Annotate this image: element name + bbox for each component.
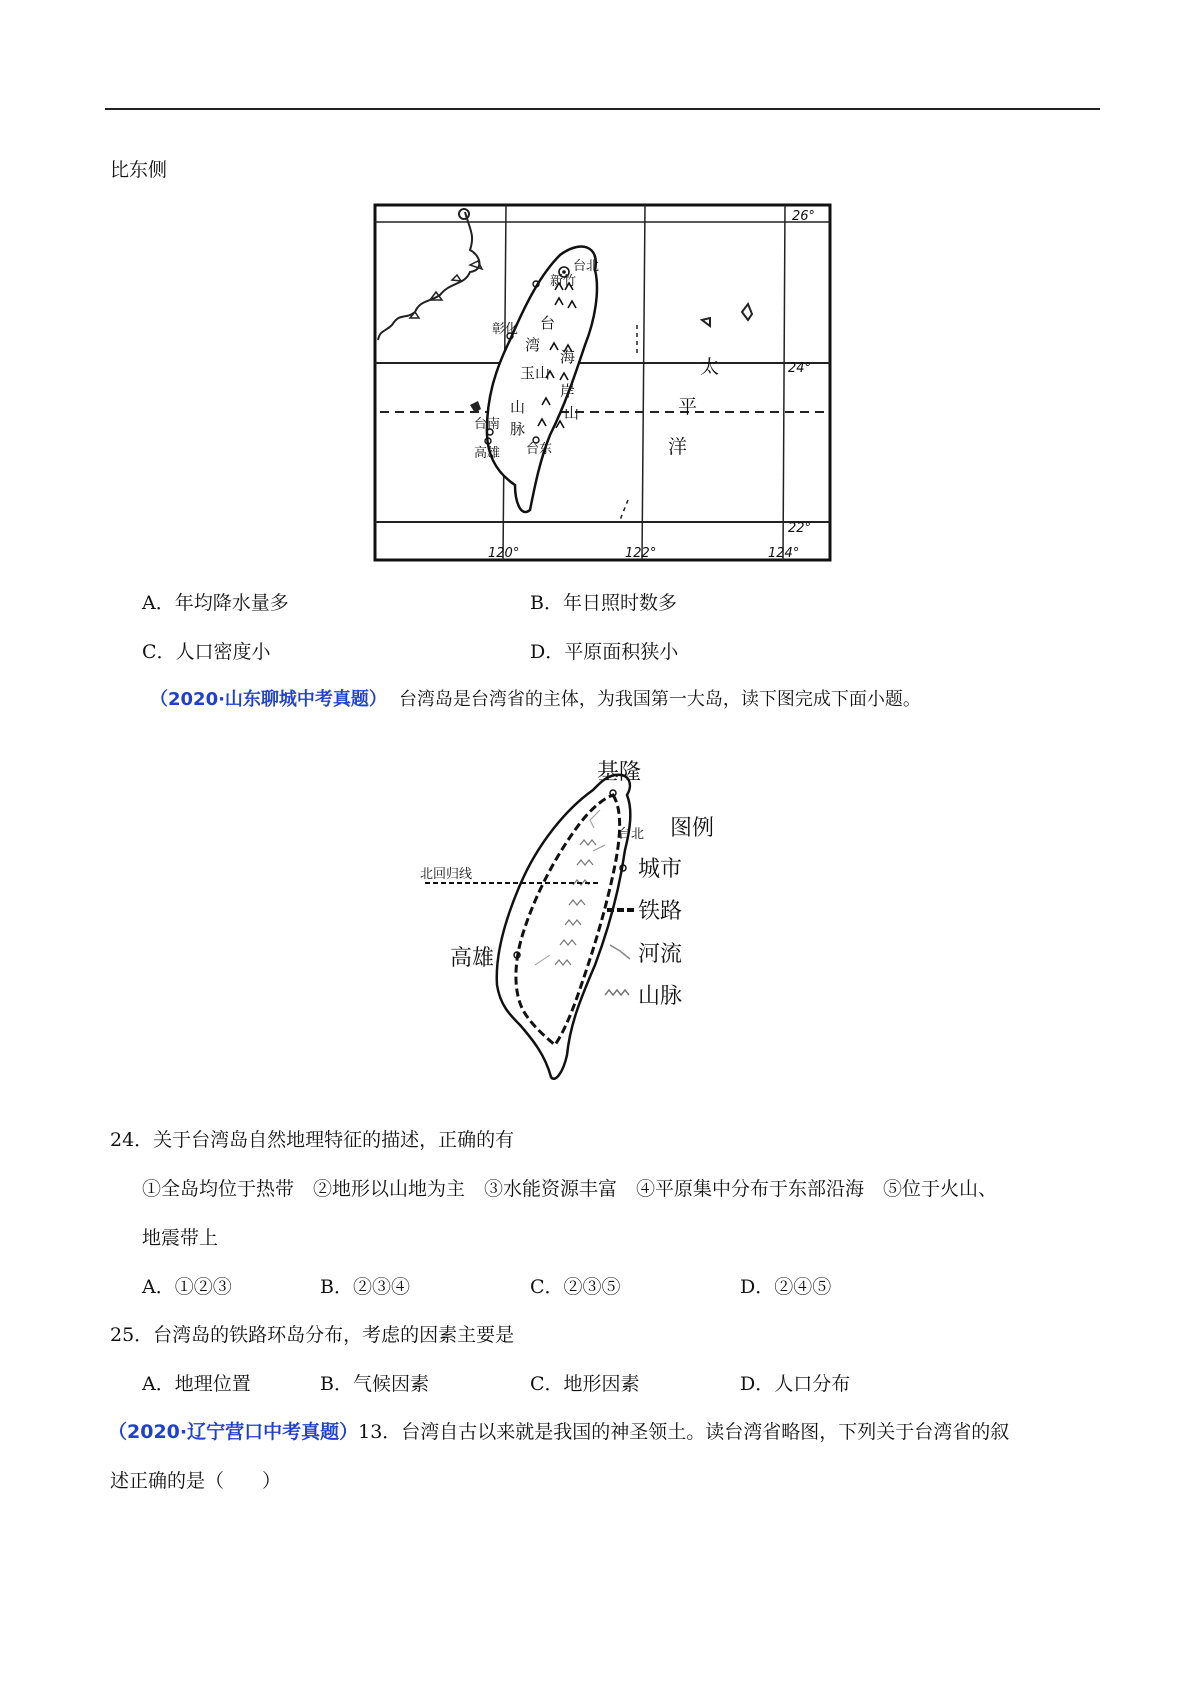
- continuation-text: 比东侧: [110, 159, 168, 181]
- q24-option-c[interactable]: C．②③⑤: [530, 1276, 621, 1298]
- legend-railway: 铁路: [638, 899, 683, 924]
- tropic-label: 北回归线: [420, 867, 473, 882]
- option-d[interactable]: D．平原面积狭小: [530, 641, 679, 663]
- ocean-label-3: 洋: [668, 436, 688, 458]
- city-label-gaoxiong: 高雄: [474, 446, 501, 461]
- q25-stem: 25．台湾岛的铁路环岛分布，考虑的因素主要是: [110, 1324, 515, 1346]
- header-rule: [105, 108, 1100, 110]
- city-label-xinzhu: 新竹: [550, 274, 577, 289]
- mountain-label-2: 湾: [525, 336, 541, 354]
- q25-option-c[interactable]: C．地形因素: [530, 1373, 640, 1395]
- city-label-taibei-2: 台北: [618, 827, 645, 842]
- legend-river: 河流: [638, 942, 683, 967]
- mountain-label-5: 海: [560, 348, 576, 366]
- taiwan-railway-map: [420, 755, 755, 1099]
- lon-label-122: 122°: [625, 546, 657, 561]
- city-label-taibei: 台北: [573, 259, 600, 274]
- lat-label-26: 26°: [792, 209, 816, 224]
- q24-option-a[interactable]: A．①②③: [142, 1276, 232, 1298]
- legend-mountain: 山脉: [638, 984, 683, 1009]
- q13-line2: 述正确的是（ ）: [110, 1470, 282, 1492]
- q24-items-line1: ①全岛均位于热带 ②地形以山地为主 ③水能资源丰富 ④平原集中分布于东部沿海 ⑤位于火山、: [142, 1178, 998, 1200]
- q13-line1: （2020·辽宁营口中考真题）13．台湾自古以来就是我国的神圣领土。读台湾省略图，下列关于台湾省的叙: [108, 1421, 1010, 1443]
- mountain-label-6: 岸: [560, 382, 576, 400]
- city-label-tainan: 台南: [474, 417, 501, 432]
- mountain-label-1: 台: [540, 314, 556, 332]
- q24-items-line2: 地震带上: [142, 1227, 219, 1249]
- ocean-label-2: 平: [678, 396, 698, 418]
- q25-option-d[interactable]: D．人口分布: [740, 1373, 851, 1395]
- option-c[interactable]: C．人口密度小: [142, 641, 271, 663]
- lat-label-24: 24°: [788, 361, 812, 376]
- ocean-label-1: 太: [700, 356, 720, 378]
- legend-title: 图例: [670, 816, 715, 841]
- city-label-zhanghua: 彰化: [492, 322, 519, 337]
- q24-option-b[interactable]: B．②③④: [320, 1276, 410, 1298]
- option-b[interactable]: B．年日照时数多: [530, 592, 677, 614]
- taiwan-grid-map: [370, 200, 840, 574]
- legend-city: 城市: [638, 857, 683, 882]
- mountain-label-3: 山: [510, 398, 526, 416]
- city-label-jilong: 基隆: [597, 760, 642, 785]
- lon-label-124: 124°: [768, 546, 800, 561]
- source-tag-yingkou: （2020·辽宁营口中考真题）: [108, 1421, 359, 1443]
- q25-option-b[interactable]: B．气候因素: [320, 1373, 429, 1395]
- intro-liaocheng: （2020·山东聊城中考真题） 台湾岛是台湾省的主体，为我国第一大岛，读下图完成下面小题。: [150, 689, 921, 710]
- mountain-label-7: 山: [564, 404, 580, 422]
- q24-stem: 24．关于台湾岛自然地理特征的描述，正确的有: [110, 1129, 515, 1151]
- mountain-label-yushan: 玉山: [520, 364, 551, 382]
- city-label-gaoxiong-2: 高雄: [450, 946, 495, 971]
- option-a[interactable]: A．年均降水量多: [142, 592, 289, 614]
- q24-option-d[interactable]: D．②④⑤: [740, 1276, 832, 1298]
- city-label-taidong: 台东: [526, 442, 553, 457]
- lat-label-22: 22°: [788, 521, 812, 536]
- lon-label-120: 120°: [488, 546, 520, 561]
- source-tag: （2020·山东聊城中考真题）: [150, 689, 387, 710]
- q25-option-a[interactable]: A．地理位置: [142, 1373, 251, 1395]
- mountain-label-4: 脉: [510, 420, 526, 438]
